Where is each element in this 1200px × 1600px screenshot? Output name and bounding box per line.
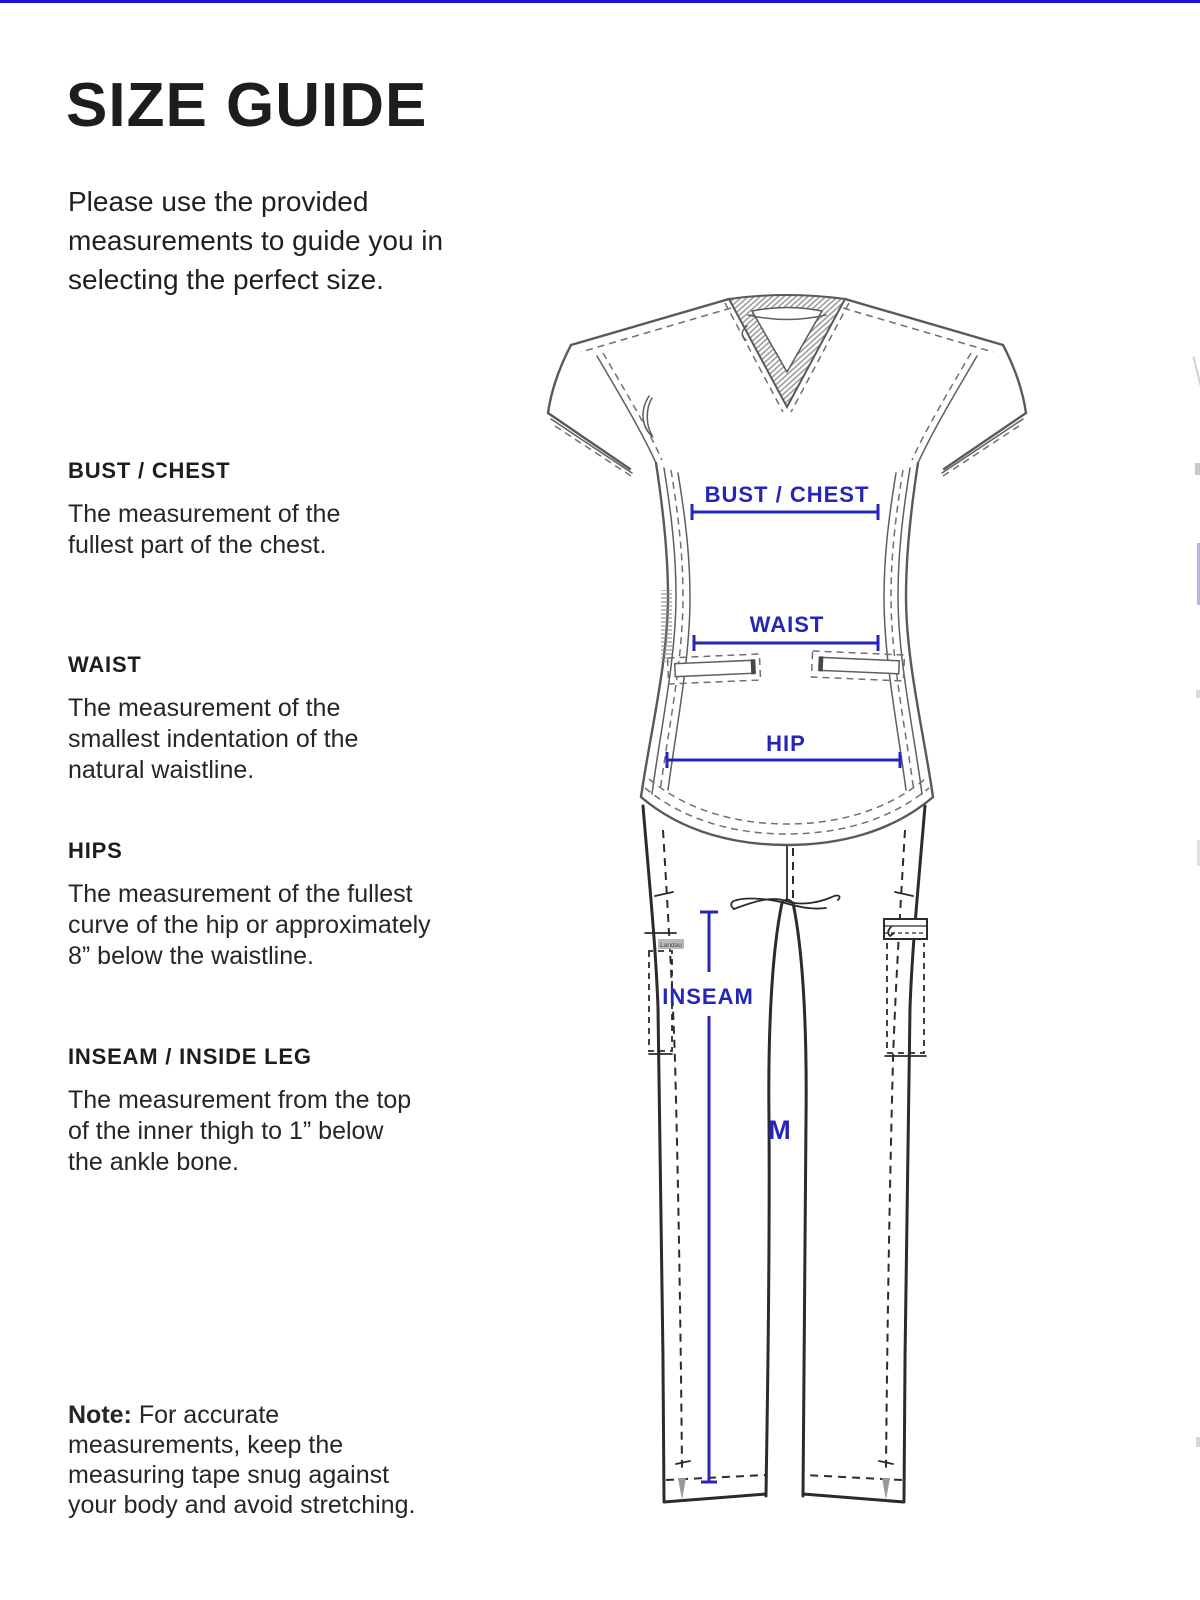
section-heading-bust: BUST / CHEST	[68, 458, 231, 483]
section-inseam	[68, 1044, 528, 1178]
measurement-overlay	[662, 482, 900, 1482]
section-heading-waist: WAIST	[68, 652, 142, 677]
note-body: For accurate measurements, keep the measuring tape snug against your body and avoid stretching.	[68, 1401, 416, 1519]
intro-text: Please use the provided measurements to guide you in selecting the perfect size.	[68, 186, 444, 295]
scrub-pants-drawing	[643, 806, 927, 1502]
right-edge-fragment	[1196, 690, 1200, 698]
inseam-label: INSEAM	[662, 984, 754, 1009]
hip-label: HIP	[766, 731, 806, 756]
size-label: M	[768, 1115, 792, 1145]
note-label: Note:	[68, 1401, 132, 1429]
section-waist	[68, 652, 528, 786]
right-edge-fragment	[1196, 1437, 1200, 1447]
section-heading-hips: HIPS	[68, 838, 123, 863]
page-title: SIZE GUIDE	[66, 71, 428, 140]
section-hips	[68, 838, 528, 972]
scrubs-technical-drawing	[540, 280, 1150, 1520]
waist-label: WAIST	[749, 612, 825, 637]
bust-chest-label: BUST / CHEST	[704, 482, 870, 507]
right-edge-fragment	[1195, 463, 1200, 475]
section-body-inseam: The measurement from the top of the inner thigh to 1” below the ankle bone.	[68, 1086, 412, 1176]
note-text	[68, 1400, 498, 1520]
section-body-hips: The measurement of the fullest curve of the hip or approximately 8” below the waistline.	[68, 880, 431, 970]
scrubs-illustration	[540, 280, 1150, 1520]
brand-tag-label: Landau	[660, 942, 682, 949]
section-body-bust: The measurement of the fullest part of the chest.	[68, 500, 341, 559]
top-accent-border	[0, 0, 1200, 3]
right-edge-fragment	[1192, 356, 1200, 401]
section-bust-chest	[68, 458, 528, 561]
section-body-waist: The measurement of the smallest indentation of the natural waistline.	[68, 694, 359, 784]
section-heading-inseam: INSEAM / INSIDE LEG	[68, 1044, 312, 1069]
scrub-top-drawing	[548, 295, 1026, 845]
